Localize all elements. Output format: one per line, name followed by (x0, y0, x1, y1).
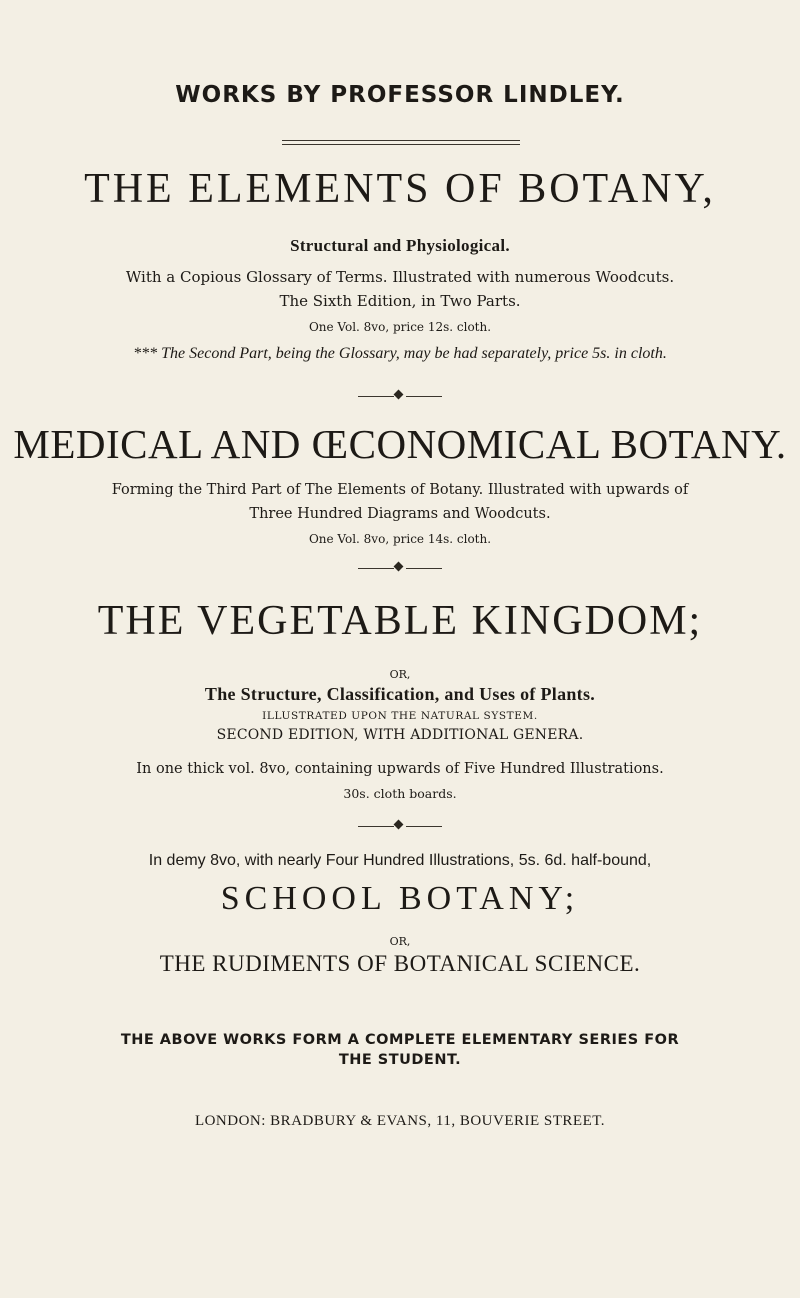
medical-title: MEDICAL AND ŒCONOMICAL BOTANY. (13, 421, 787, 467)
publisher-imprint: LONDON: BRADBURY & EVANS, 11, BOUVERIE STREET. (194, 1113, 606, 1129)
diamond-icon (394, 390, 404, 400)
diamond-ornament-1 (350, 390, 450, 402)
page-header: WORKS BY PROFESSOR LINDLEY. (175, 82, 625, 108)
vegetable-illustrated: ILLUSTRATED UPON THE NATURAL SYSTEM. (262, 710, 538, 722)
diamond-icon (394, 820, 404, 830)
vegetable-price: 30s. cloth boards. (343, 786, 457, 801)
elements-price: One Vol. 8vo, price 12s. cloth. (308, 320, 492, 334)
diamond-ornament-2 (350, 562, 450, 574)
school-title: SCHOOL BOTANY; (220, 880, 580, 917)
diamond-ornament-3 (350, 820, 450, 832)
elements-edition: The Sixth Edition, in Two Parts. (279, 292, 521, 310)
school-intro: In demy 8vo, with nearly Four Hundred Illustrations, 5s. 6d. half-bound, (148, 852, 652, 869)
vegetable-description: In one thick vol. 8vo, containing upwards of Five Hundred Illustrations. (136, 761, 664, 777)
vegetable-title: THE VEGETABLE KINGDOM; (97, 598, 703, 644)
school-or: OR, (389, 935, 411, 948)
elements-description: With a Copious Glossary of Terms. Illustrated with numerous Woodcuts. (125, 268, 675, 286)
double-rule-divider (282, 140, 520, 145)
medical-description-2: Three Hundred Diagrams and Woodcuts. (249, 506, 551, 522)
series-note-line-2: THE STUDENT. (338, 1052, 462, 1068)
elements-title: THE ELEMENTS OF BOTANY, (84, 166, 716, 212)
vegetable-edition: SECOND EDITION, WITH ADDITIONAL GENERA. (216, 727, 584, 743)
elements-note: *** The Second Part, being the Glossary, may be had separately, price 5s. in cloth. (133, 345, 667, 362)
medical-description-1: Forming the Third Part of The Elements of Botany. Illustrated with upwards of (111, 482, 689, 498)
series-note-line-1: THE ABOVE WORKS FORM A COMPLETE ELEMENTARY SERIES FOR (120, 1032, 680, 1048)
diamond-icon (394, 562, 404, 572)
vegetable-or: OR, (389, 668, 411, 681)
school-subtitle: THE RUDIMENTS OF BOTANICAL SCIENCE. (159, 951, 641, 976)
medical-price: One Vol. 8vo, price 14s. cloth. (308, 532, 492, 546)
vegetable-subtitle: The Structure, Classification, and Uses of Plants. (204, 684, 596, 704)
elements-subtitle: Structural and Physiological. (290, 236, 510, 255)
